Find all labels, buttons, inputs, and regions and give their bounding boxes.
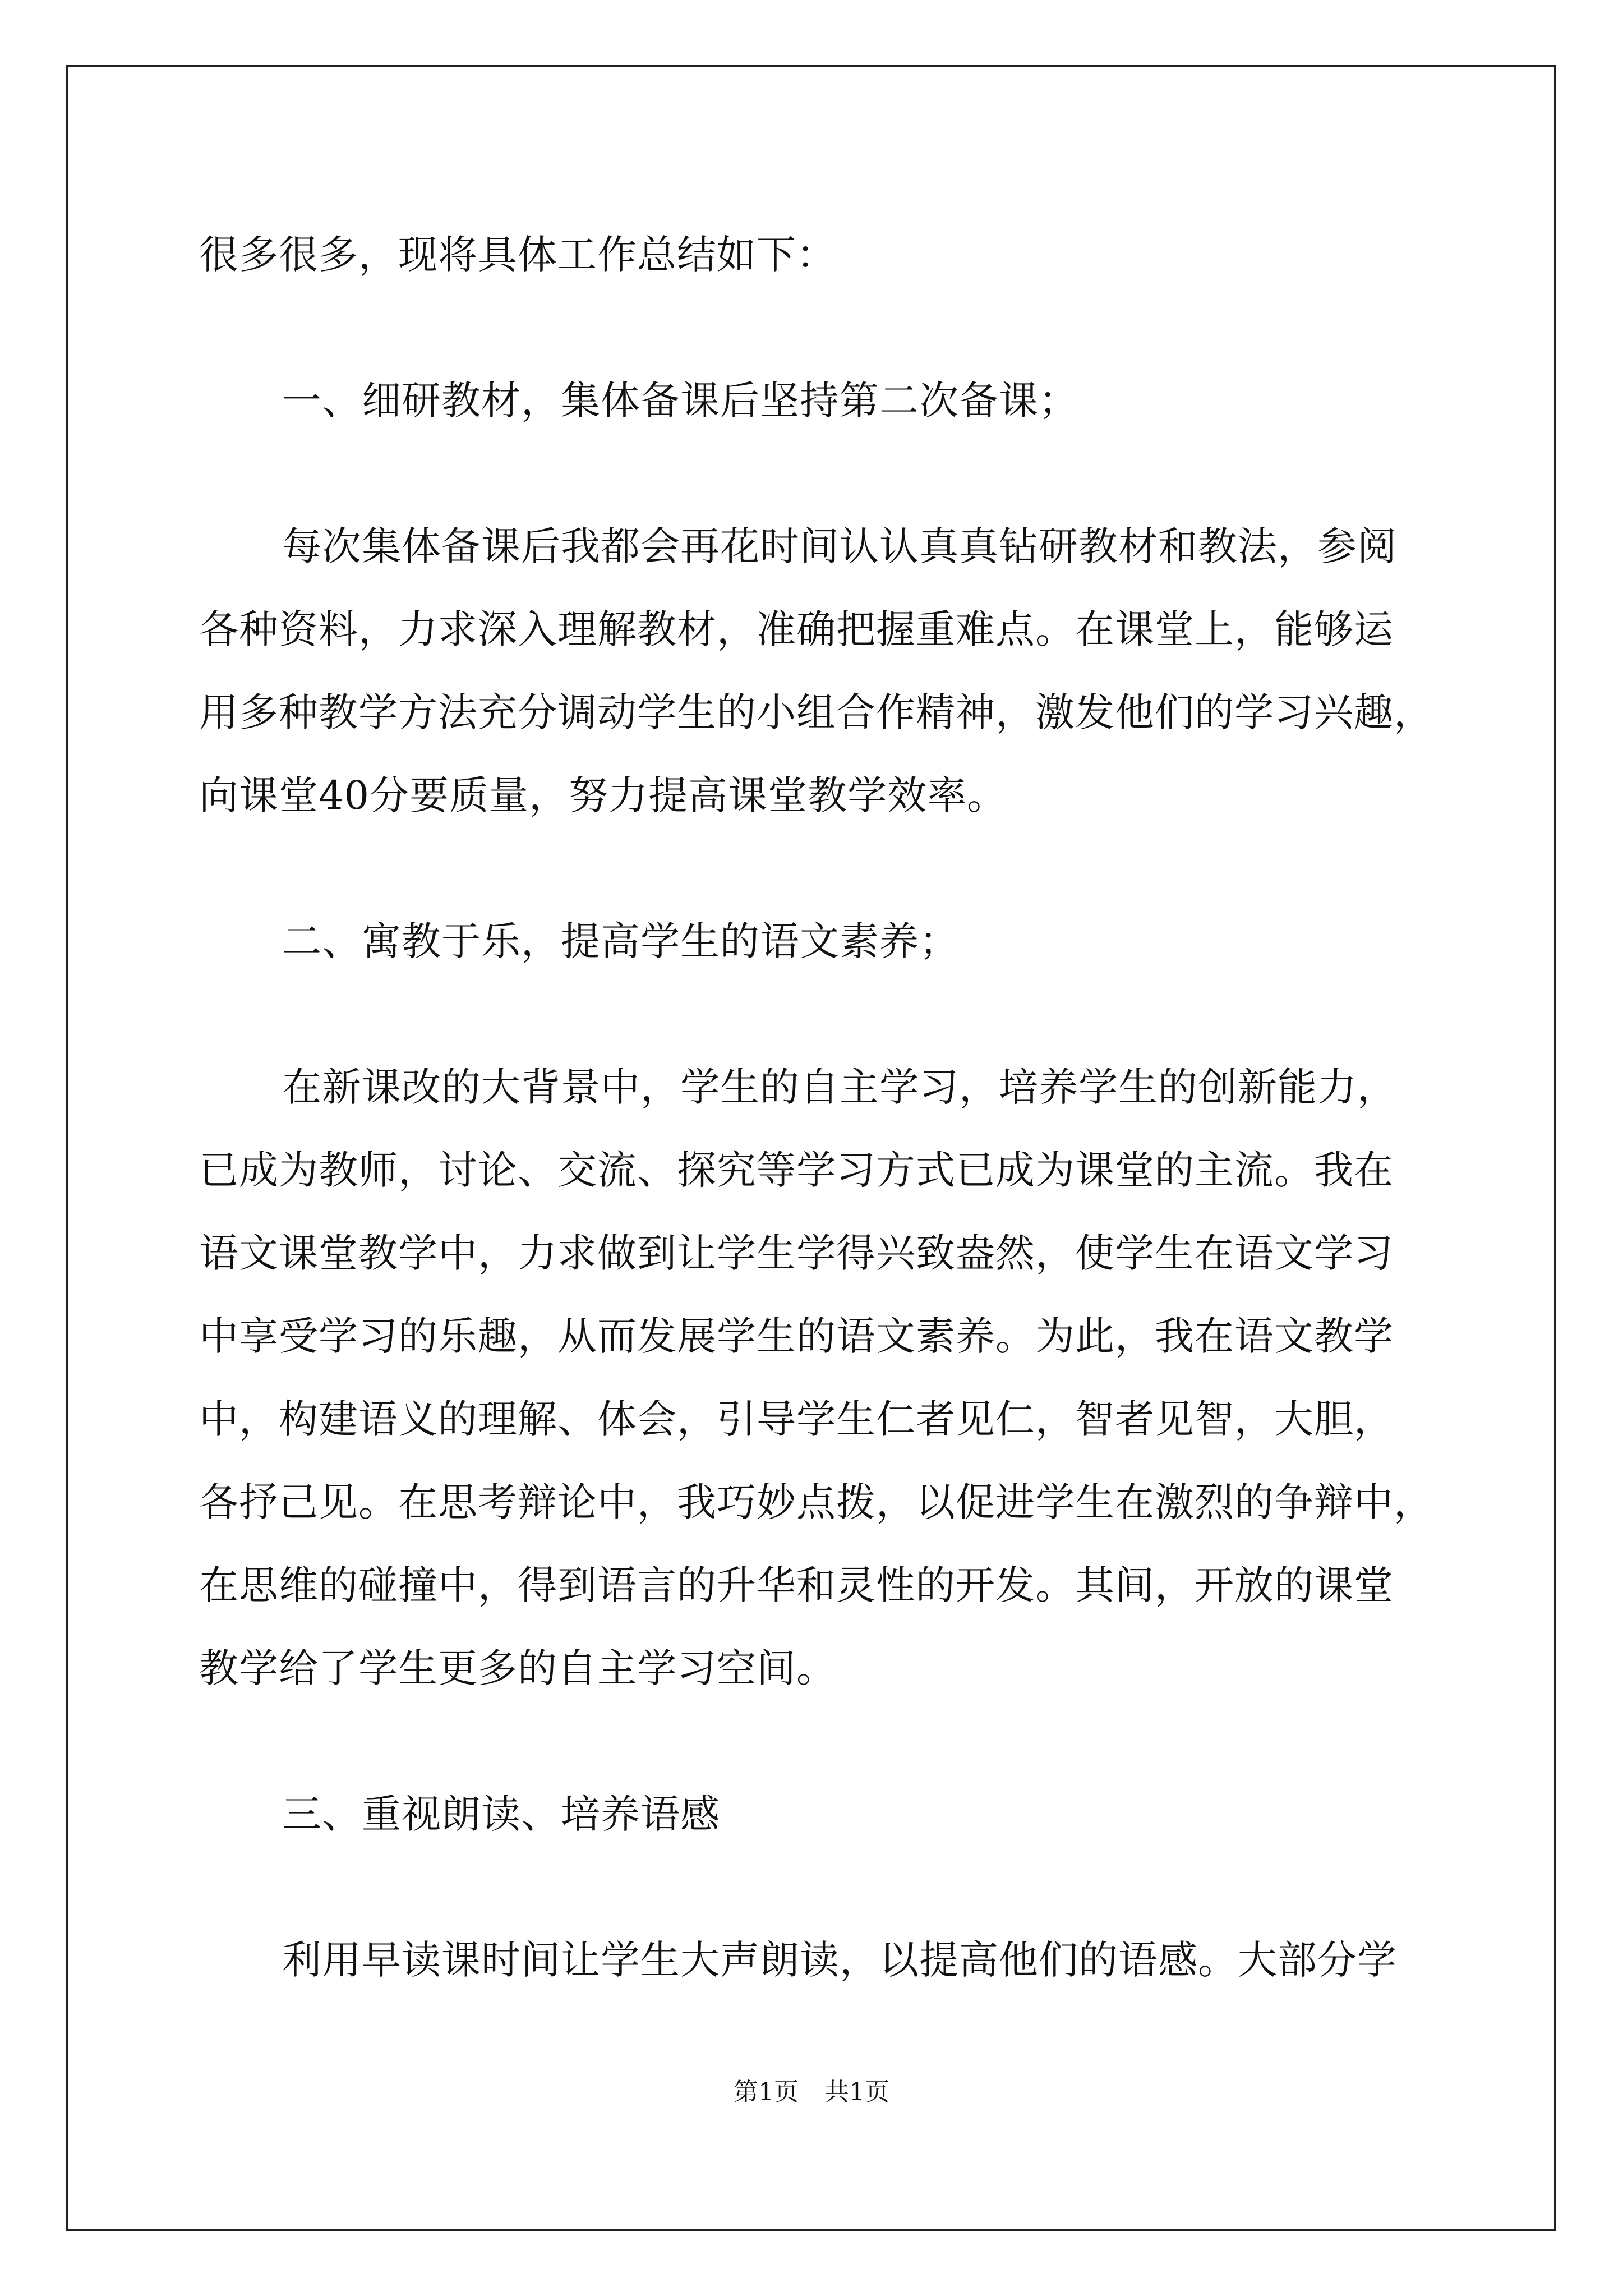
text-line: 已成为教师，讨论、交流、探究等学习方式已成为课堂的主流。我在 xyxy=(199,1147,1394,1193)
document-body xyxy=(199,213,1433,2064)
paragraph xyxy=(199,213,1427,296)
paragraph xyxy=(199,505,1433,837)
text-line: 在思维的碰撞中，得到语言的升华和灵性的开发。其间，开放的课堂 xyxy=(199,1562,1394,1608)
text-line: 各种资料，力求深入理解教材，准确把握重难点。在课堂上，能够运 xyxy=(199,606,1394,652)
text-line: 二、寓教于乐，提高学生的语文素养； xyxy=(282,918,959,964)
text-line: 中，构建语义的理解、体会，引导学生仁者见仁，智者见智，大胆， xyxy=(199,1396,1394,1442)
text-line: 中享受学习的乐趣，从而发展学生的语文素养。为此，我在语文教学 xyxy=(199,1313,1394,1359)
text-line: 三、重视朗读、培养语感 xyxy=(282,1791,720,1837)
page-number-total: 共1页 xyxy=(824,2078,889,2106)
page-number-current: 第1页 xyxy=(734,2078,799,2106)
text-line: 利用早读课时间让学生大声朗读，以提高他们的语感。大部分学 xyxy=(282,1937,1397,1983)
paragraph xyxy=(199,1918,1427,2001)
text-line: 向课堂40分要质量，努力提高课堂教学效率。 xyxy=(199,772,1007,818)
text-line: 一、细研教材，集体备课后坚持第二次备课； xyxy=(282,378,1078,424)
text-line: 教学给了学生更多的自主学习空间。 xyxy=(199,1645,836,1691)
section-heading xyxy=(199,900,1427,983)
text-line: 每次集体备课后我都会再花时间认认真真钻研教材和教法，参阅 xyxy=(282,523,1397,569)
section-heading xyxy=(199,1773,1427,1856)
paragraph xyxy=(199,1046,1433,1710)
text-line: 很多很多，现将具体工作总结如下： xyxy=(199,232,836,278)
text-line: 用多种教学方法充分调动学生的小组合作精神，激发他们的学习兴趣， xyxy=(199,689,1433,735)
text-line: 各抒己见。在思考辩论中，我巧妙点拨，以促进学生在激烈的争辩中， xyxy=(199,1479,1433,1525)
text-line: 语文课堂教学中，力求做到让学生学得兴致盎然，使学生在语文学习 xyxy=(199,1230,1394,1276)
page-footer xyxy=(0,2076,1623,2109)
section-heading xyxy=(199,359,1427,442)
text-line: 在新课改的大背景中，学生的自主学习，培养学生的创新能力， xyxy=(282,1064,1397,1110)
